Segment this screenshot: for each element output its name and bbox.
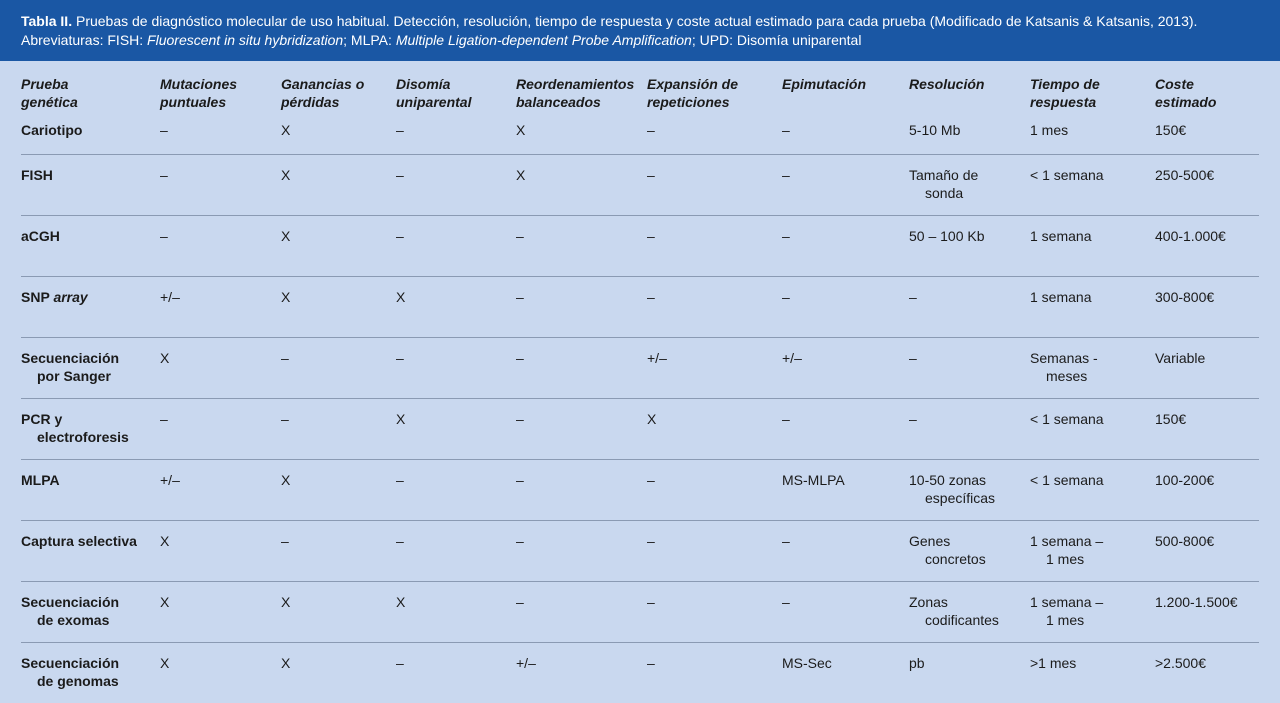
table-cell: [909, 398, 1030, 459]
table-cell: –: [782, 166, 790, 183]
table-cell: [909, 459, 1030, 520]
test-name: MLPA: [21, 471, 60, 488]
table-cell: –: [516, 471, 524, 488]
test-name-line-2: de exomas: [37, 611, 110, 628]
column-header-line: genética: [21, 94, 78, 110]
column-header: [516, 61, 647, 111]
table-cell: X: [160, 654, 170, 671]
caption-text: Pruebas de diagnóstico molecular de uso habitual. Detección, resolución, tiempo de respuesta y coste actual estimado para cada prueba (Modificado de Katsanis & Katsanis, 2013).: [72, 13, 1198, 29]
test-name-cell: [21, 581, 160, 642]
column-header-line: repeticiones: [647, 94, 730, 110]
table-cell: X: [281, 654, 291, 671]
table-cell: [1030, 337, 1155, 398]
cell-line: 1 semana: [1030, 288, 1092, 305]
column-header-line: estimado: [1155, 94, 1217, 110]
table-cell: –: [647, 471, 655, 488]
test-name: Cariotipo: [21, 122, 83, 138]
table-cell: –: [281, 410, 289, 427]
table-cell: X: [281, 122, 291, 138]
table-cell: Variable: [1155, 349, 1206, 366]
caption-line-2: [21, 31, 1259, 50]
test-name-cell: [21, 459, 160, 520]
cell-line: pb: [909, 654, 925, 671]
table-cell: –: [281, 532, 289, 549]
column-header-line: Ganancias o: [281, 76, 365, 92]
column-header: [21, 61, 160, 111]
table-cell: –: [281, 349, 289, 366]
table-row: [21, 581, 1259, 642]
table-cell: –: [647, 166, 655, 183]
cell-line-2: 1 mes: [1046, 550, 1085, 567]
table-cell: –: [647, 532, 655, 549]
caption-line-1: [21, 12, 1259, 31]
column-header: [1155, 61, 1259, 111]
table-cell: 300-800€: [1155, 288, 1215, 305]
cell-line: 5-10 Mb: [909, 122, 961, 138]
table-row: [21, 215, 1259, 276]
table-cell: X: [516, 122, 526, 138]
table-cell: X: [160, 593, 170, 610]
table-cell: [1030, 111, 1155, 154]
abbr-sep2: ; UPD: Disomía uniparental: [691, 32, 862, 48]
table-cell: [1030, 154, 1155, 215]
test-name: FISH: [21, 166, 53, 183]
table-cell: +/–: [160, 288, 180, 305]
table-cell: X: [160, 349, 170, 366]
table-cell: >2.500€: [1155, 654, 1206, 671]
test-name-line-2: de genomas: [37, 672, 119, 689]
table-row: [21, 459, 1259, 520]
test-name: aCGH: [21, 227, 60, 244]
test-name: Secuenciación: [21, 593, 120, 610]
test-name-cell: [21, 215, 160, 276]
test-name-cell: [21, 398, 160, 459]
cell-line-2: sonda: [925, 184, 964, 201]
table-cell: –: [782, 227, 790, 244]
table-cell: –: [396, 471, 404, 488]
cell-line: 1 semana –: [1030, 532, 1104, 549]
test-name-cell: [21, 111, 160, 154]
column-header: [782, 61, 909, 111]
table-cell: –: [516, 227, 524, 244]
table-cell: [909, 154, 1030, 215]
column-header-line: Epimutación: [782, 76, 867, 92]
column-header: [1030, 61, 1155, 111]
test-name-cell: [21, 520, 160, 581]
table-cell: [1030, 581, 1155, 642]
column-header: [281, 61, 396, 111]
table-cell: –: [647, 122, 655, 138]
table-cell: +/–: [647, 349, 667, 366]
table-cell: –: [782, 532, 790, 549]
column-header-line: Disomía: [396, 76, 451, 92]
table-cell: –: [782, 410, 790, 427]
column-header-line: respuesta: [1030, 94, 1097, 110]
cell-line: Semanas -: [1030, 349, 1098, 366]
column-header-line: uniparental: [396, 94, 472, 110]
header-row: [21, 61, 1259, 111]
cell-line: < 1 semana: [1030, 166, 1104, 183]
table-cell: –: [782, 593, 790, 610]
table-cell: MS-Sec: [782, 654, 832, 671]
table-cell: –: [516, 349, 524, 366]
table-cell: X: [396, 288, 406, 305]
table-cell: –: [396, 122, 404, 138]
table-cell: 150€: [1155, 122, 1187, 138]
table-cell: X: [281, 471, 291, 488]
table-cell: 100-200€: [1155, 471, 1215, 488]
column-header-line: Coste: [1155, 76, 1194, 92]
table-cell: –: [396, 227, 404, 244]
table-cell: [909, 111, 1030, 154]
table-cell: X: [647, 410, 657, 427]
table-cell: X: [396, 593, 406, 610]
table-cell: –: [160, 227, 168, 244]
table-cell: X: [516, 166, 526, 183]
table-row: [21, 276, 1259, 337]
table-cell: +/–: [516, 654, 536, 671]
test-name-cell: [21, 642, 160, 703]
diagnostic-tests-table: [21, 61, 1259, 703]
cell-line: 1 mes: [1030, 122, 1069, 138]
test-name-cell: [21, 337, 160, 398]
table-cell: –: [396, 654, 404, 671]
cell-line: Zonas: [909, 593, 948, 610]
table-cell: 250-500€: [1155, 166, 1215, 183]
test-name-cell: [21, 154, 160, 215]
table-cell: X: [396, 410, 406, 427]
cell-line: 50 – 100 Kb: [909, 227, 985, 244]
table-cell: MS-MLPA: [782, 471, 845, 488]
table-row: [21, 642, 1259, 703]
table-cell: –: [647, 654, 655, 671]
table-cell: X: [281, 593, 291, 610]
table-cell: X: [281, 288, 291, 305]
cell-line: Genes: [909, 532, 951, 549]
cell-line-2: codificantes: [925, 611, 999, 628]
abbr-mlpa: Multiple Ligation-dependent Probe Amplification: [395, 32, 692, 48]
table-cell: [909, 581, 1030, 642]
table-row: [21, 111, 1259, 154]
test-name-line-2: por Sanger: [37, 367, 111, 384]
abbr-prefix: Abreviaturas: FISH:: [21, 32, 148, 48]
table-cell: –: [160, 122, 168, 138]
table-cell: 500-800€: [1155, 532, 1215, 549]
table-row: [21, 154, 1259, 215]
table-cell: –: [516, 288, 524, 305]
cell-line-2: específicas: [925, 489, 996, 506]
cell-line: 10-50 zonas: [909, 471, 987, 488]
table-cell: 400-1.000€: [1155, 227, 1226, 244]
table-cell: –: [160, 410, 168, 427]
table-row: [21, 520, 1259, 581]
table-cell: –: [516, 410, 524, 427]
table-cell: –: [647, 593, 655, 610]
table-body: [21, 111, 1259, 703]
table-row: [21, 398, 1259, 459]
column-header-line: Tiempo de: [1030, 76, 1100, 92]
table-cell: –: [516, 532, 524, 549]
caption-label: Tabla II.: [21, 13, 73, 29]
table-cell: [909, 520, 1030, 581]
column-header-line: Prueba: [21, 76, 69, 92]
cell-line-2: meses: [1046, 367, 1088, 384]
cell-line: –: [909, 288, 917, 305]
abbr-fish: Fluorescent in situ hybridization: [147, 32, 344, 48]
table-cell: –: [647, 288, 655, 305]
column-header: [909, 61, 1030, 111]
table-cell: –: [782, 288, 790, 305]
test-name-cell: [21, 276, 160, 337]
test-name-italic: array: [53, 288, 88, 305]
table-cell: [1030, 215, 1155, 276]
test-name: PCR y: [21, 410, 63, 427]
column-header: [396, 61, 516, 111]
column-header-line: Reordenamientos: [516, 76, 635, 92]
table-cell: –: [516, 593, 524, 610]
table-cell: +/–: [782, 349, 802, 366]
table-cell: [1030, 276, 1155, 337]
test-name-line-2: electroforesis: [37, 428, 129, 445]
table-cell: –: [396, 349, 404, 366]
table-cell: [909, 276, 1030, 337]
test-name: Secuenciación: [21, 349, 120, 366]
cell-line: –: [909, 349, 917, 366]
test-name: Captura selectiva: [21, 532, 137, 549]
table-cell: 1.200-1.500€: [1155, 593, 1238, 610]
column-header: [647, 61, 782, 111]
column-header-line: pérdidas: [281, 94, 340, 110]
column-header: [160, 61, 281, 111]
abbr-sep1: ; MLPA:: [343, 32, 396, 48]
table-cell: –: [396, 532, 404, 549]
table-cell: 150€: [1155, 410, 1187, 427]
cell-line: 1 semana –: [1030, 593, 1104, 610]
test-name: Secuenciación: [21, 654, 120, 671]
column-header-line: Expansión de: [647, 76, 739, 92]
cell-line-2: 1 mes: [1046, 611, 1085, 628]
table-caption: [0, 0, 1280, 61]
table-cell: X: [281, 227, 291, 244]
cell-line: < 1 semana: [1030, 471, 1104, 488]
table-cell: [1030, 520, 1155, 581]
cell-line: < 1 semana: [1030, 410, 1104, 427]
cell-line: >1 mes: [1030, 654, 1077, 671]
cell-line: 1 semana: [1030, 227, 1092, 244]
table-cell: [909, 337, 1030, 398]
table-cell: X: [160, 532, 170, 549]
column-header-line: puntuales: [160, 94, 227, 110]
table-cell: X: [281, 166, 291, 183]
table-cell: [909, 215, 1030, 276]
table-row: [21, 337, 1259, 398]
cell-line: Tamaño de: [909, 166, 979, 183]
table-cell: –: [160, 166, 168, 183]
table-cell: +/–: [160, 471, 180, 488]
table-cell: –: [782, 122, 790, 138]
test-name: SNP: [21, 288, 54, 305]
cell-line-2: concretos: [925, 550, 986, 567]
cell-line: –: [909, 410, 917, 427]
table-cell: [1030, 642, 1155, 703]
table-cell: –: [647, 227, 655, 244]
table-cell: [909, 642, 1030, 703]
table-cell: [1030, 398, 1155, 459]
column-header-line: balanceados: [516, 94, 601, 110]
table-cell: –: [396, 166, 404, 183]
column-header-line: Mutaciones: [160, 76, 238, 92]
column-header-line: Resolución: [909, 76, 985, 92]
table-cell: [1030, 459, 1155, 520]
